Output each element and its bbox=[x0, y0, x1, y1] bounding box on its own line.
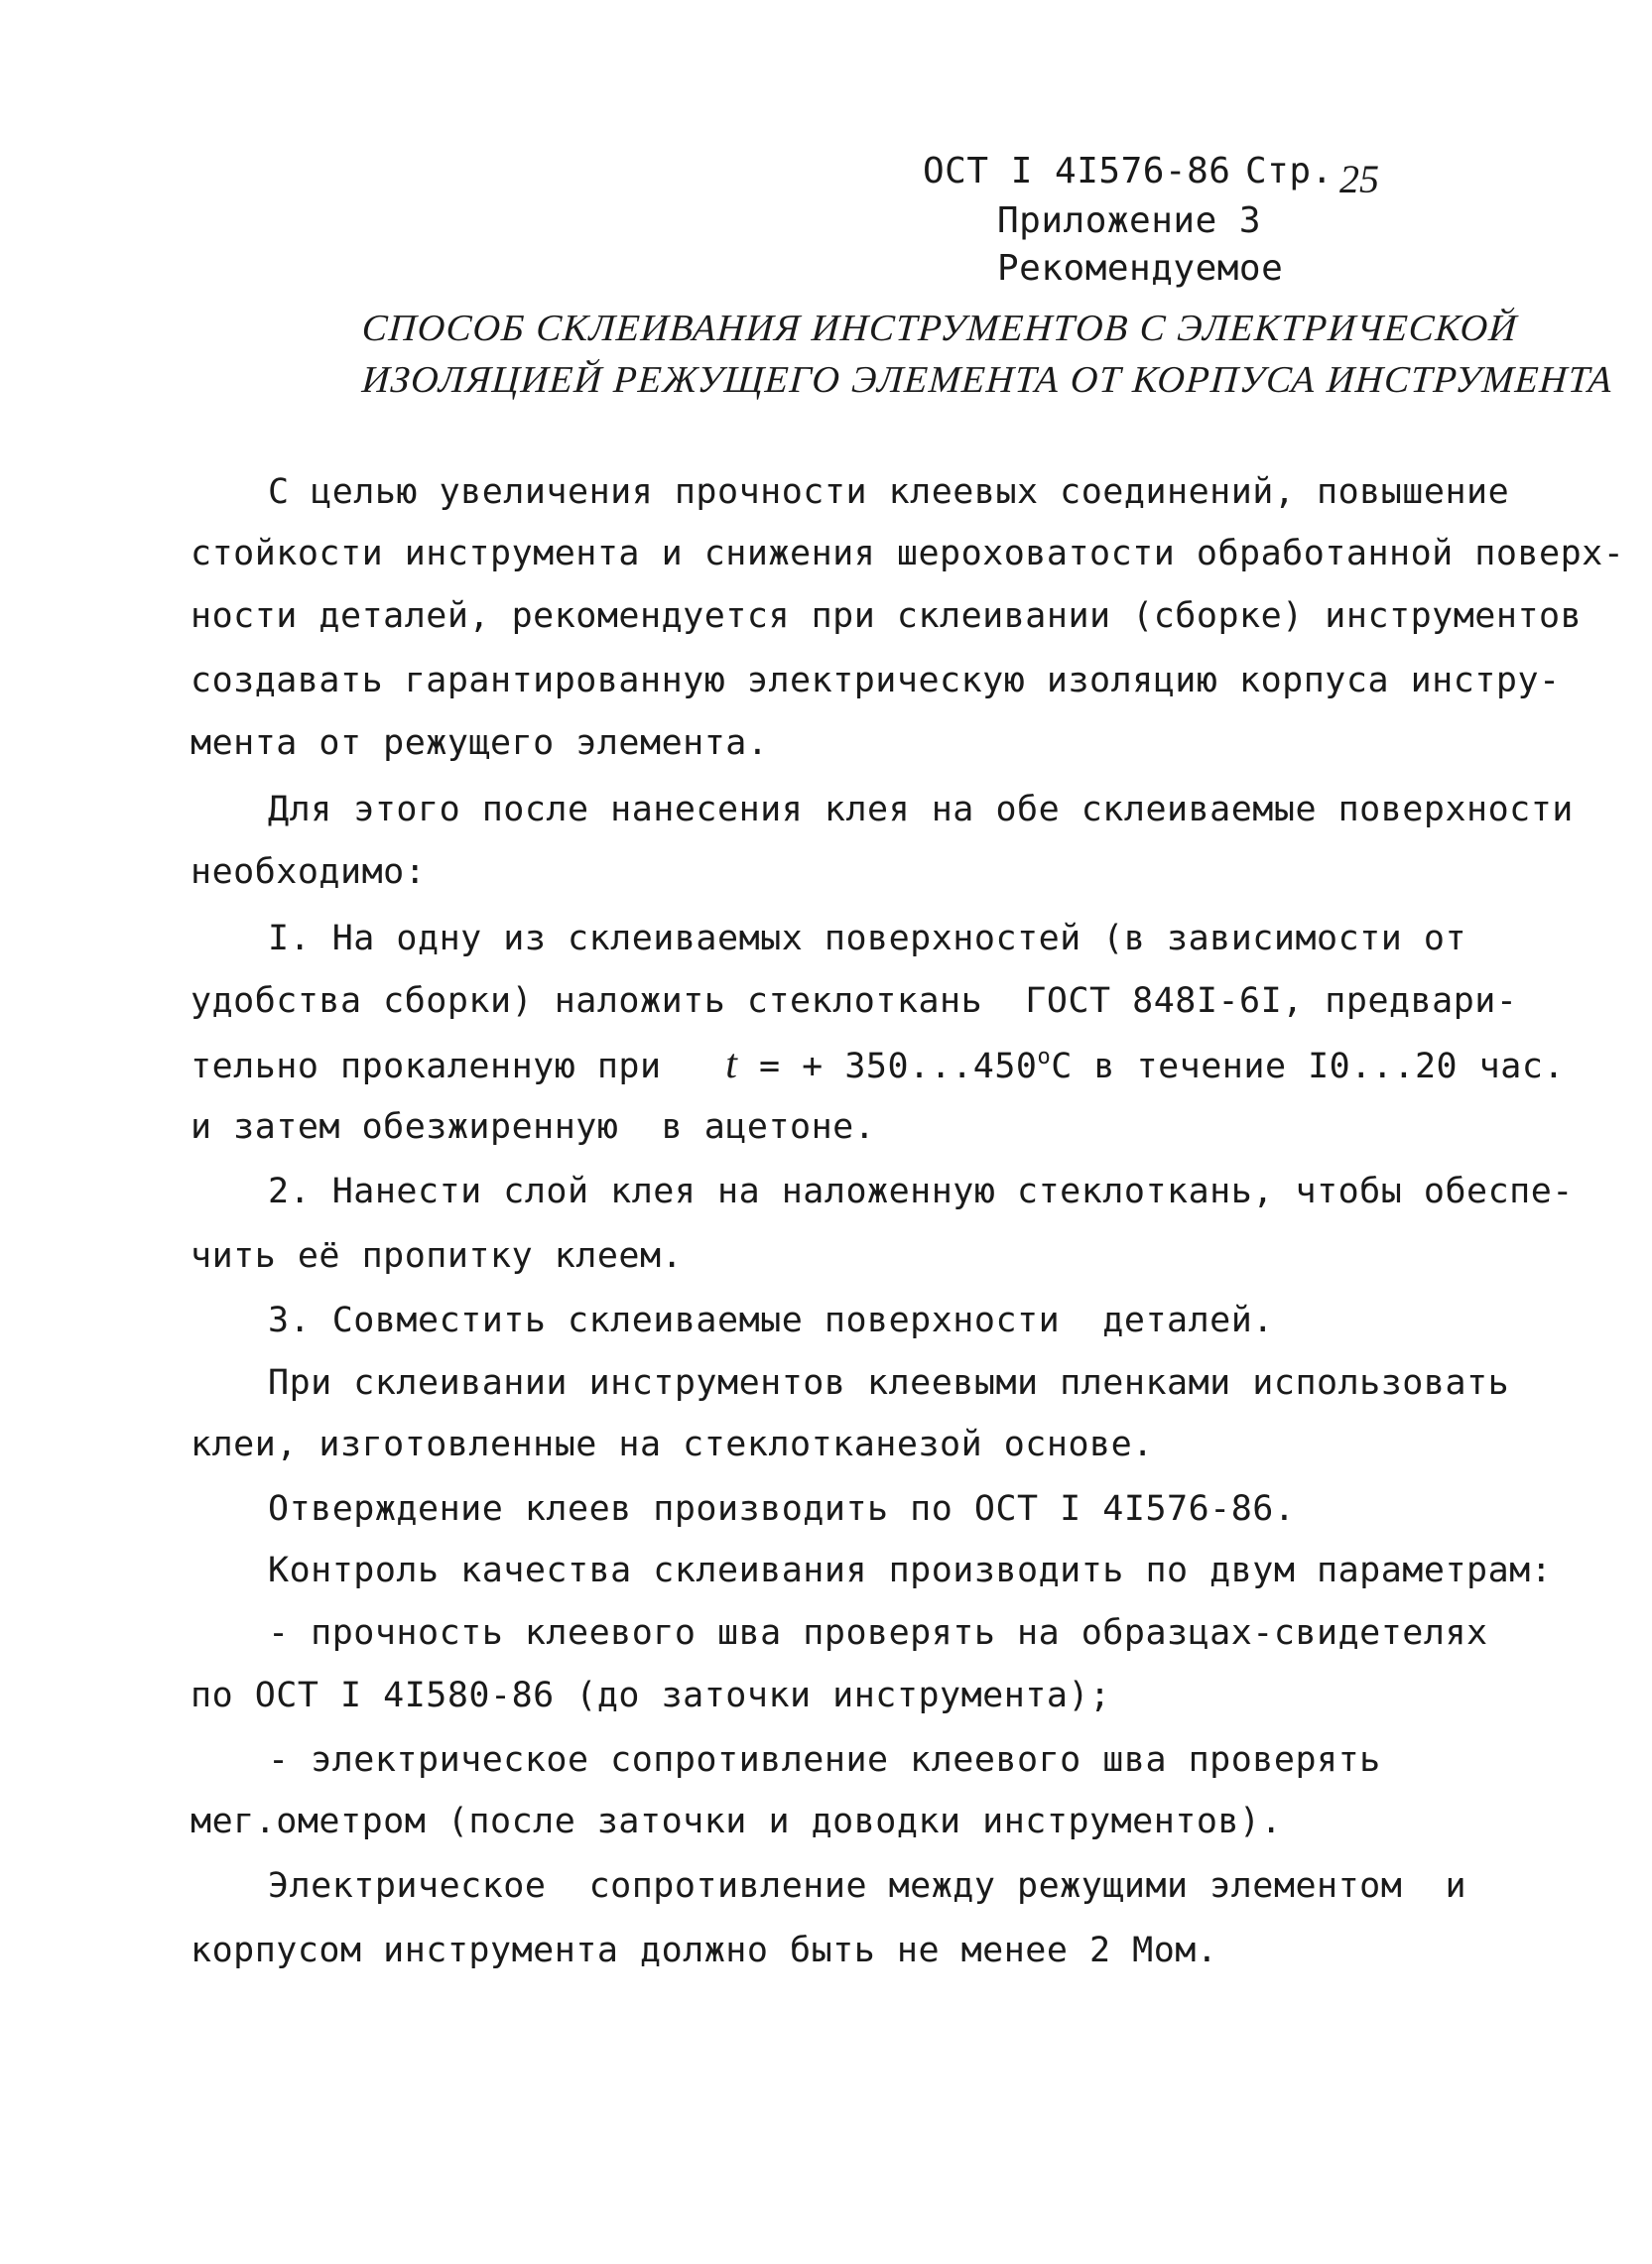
p2-line-1: Для этого после нанесения клея на обе склеиваемые поверхности bbox=[268, 790, 1574, 829]
dash1-line-2: по ОСТ I 4I580-86 (до заточки инструмента); bbox=[191, 1676, 1111, 1715]
page-label: Стр. bbox=[1245, 151, 1334, 191]
item1-line-1: I. На одну из склеиваемых поверхностей (в зависимости от bbox=[268, 919, 1467, 958]
p6-line-2: корпусом инструмента должно быть не менее 2 Мом. bbox=[191, 1931, 1218, 1970]
dash2-line-1: - электрическое сопротивление клеевого шва проверять bbox=[268, 1740, 1381, 1780]
standard-code: ОСТ I 4I576-86 bbox=[923, 151, 1231, 191]
item1-line-3 bbox=[191, 1044, 1565, 1087]
p4-line: Отверждение клеев производить по ОСТ I 4I576-86. bbox=[268, 1489, 1296, 1529]
dash1-line-1: - прочность клеевого шва проверять на образцах-свидетелях bbox=[268, 1613, 1488, 1653]
dash2-line-2: мег.ометром (после заточки и доводки инструментов). bbox=[191, 1802, 1283, 1841]
p1-line-2: стойкости инструмента и снижения шероховатости обработанной поверх- bbox=[191, 534, 1625, 573]
title-line-2: ИЗОЛЯЦИЕЙ РЕЖУЩЕГО ЭЛЕМЕНТА ОТ КОРПУСА ИНСТРУМЕНТА bbox=[360, 359, 1614, 401]
item1-line-2: удобства сборки) наложить стеклоткань ГОСТ 848I-6I, предвари- bbox=[191, 981, 1518, 1021]
p1-line-1: С целью увеличения прочности клеевых соединений, повышение bbox=[268, 472, 1510, 512]
p3-line-2: клеи, изготовленные на стеклотканезой основе. bbox=[191, 1425, 1154, 1464]
appendix-label: Приложение 3 bbox=[997, 200, 1262, 241]
p1-line-3: ности деталей, рекомендуется при склеивании (сборке) инструментов bbox=[191, 596, 1583, 636]
item3-line: 3. Совместить склеиваемые поверхности деталей. bbox=[268, 1301, 1274, 1340]
temperature-symbol: t bbox=[725, 1042, 738, 1087]
degree-symbol: о bbox=[1037, 1045, 1052, 1069]
item2-line-2: чить её пропитку клеем. bbox=[191, 1236, 684, 1276]
item1-line-3-mid: = + 350...450 bbox=[737, 1047, 1038, 1086]
item1-line-4: и затем обезжиренную в ацетоне. bbox=[191, 1107, 876, 1147]
item1-line-3-post: С в течение I0...20 час. bbox=[1051, 1047, 1565, 1086]
item1-line-3-pre: тельно прокаленную при bbox=[191, 1047, 726, 1086]
p2-line-2: необходимо: bbox=[191, 852, 427, 892]
title-line-1: СПОСОБ СКЛЕИВАНИЯ ИНСТРУМЕНТОВ С ЭЛЕКТРИЧЕСКОЙ bbox=[360, 308, 1520, 349]
page-number: 25 bbox=[1339, 157, 1379, 201]
p6-line-1: Электрическое сопротивление между режущими элементом и bbox=[268, 1866, 1467, 1906]
p1-line-5: мента от режущего элемента. bbox=[191, 723, 769, 763]
p1-line-4: создавать гарантированную электрическую изоляцию корпуса инстру- bbox=[191, 661, 1561, 700]
p3-line-1: При склеивании инструментов клеевыми пленками использовать bbox=[268, 1363, 1510, 1403]
item2-line-1: 2. Нанести слой клея на наложенную стеклоткань, чтобы обеспе- bbox=[268, 1172, 1574, 1211]
recommended-label: Рекомендуемое bbox=[997, 248, 1284, 289]
p5-line: Контроль качества склеивания производить по двум параметрам: bbox=[268, 1551, 1553, 1590]
